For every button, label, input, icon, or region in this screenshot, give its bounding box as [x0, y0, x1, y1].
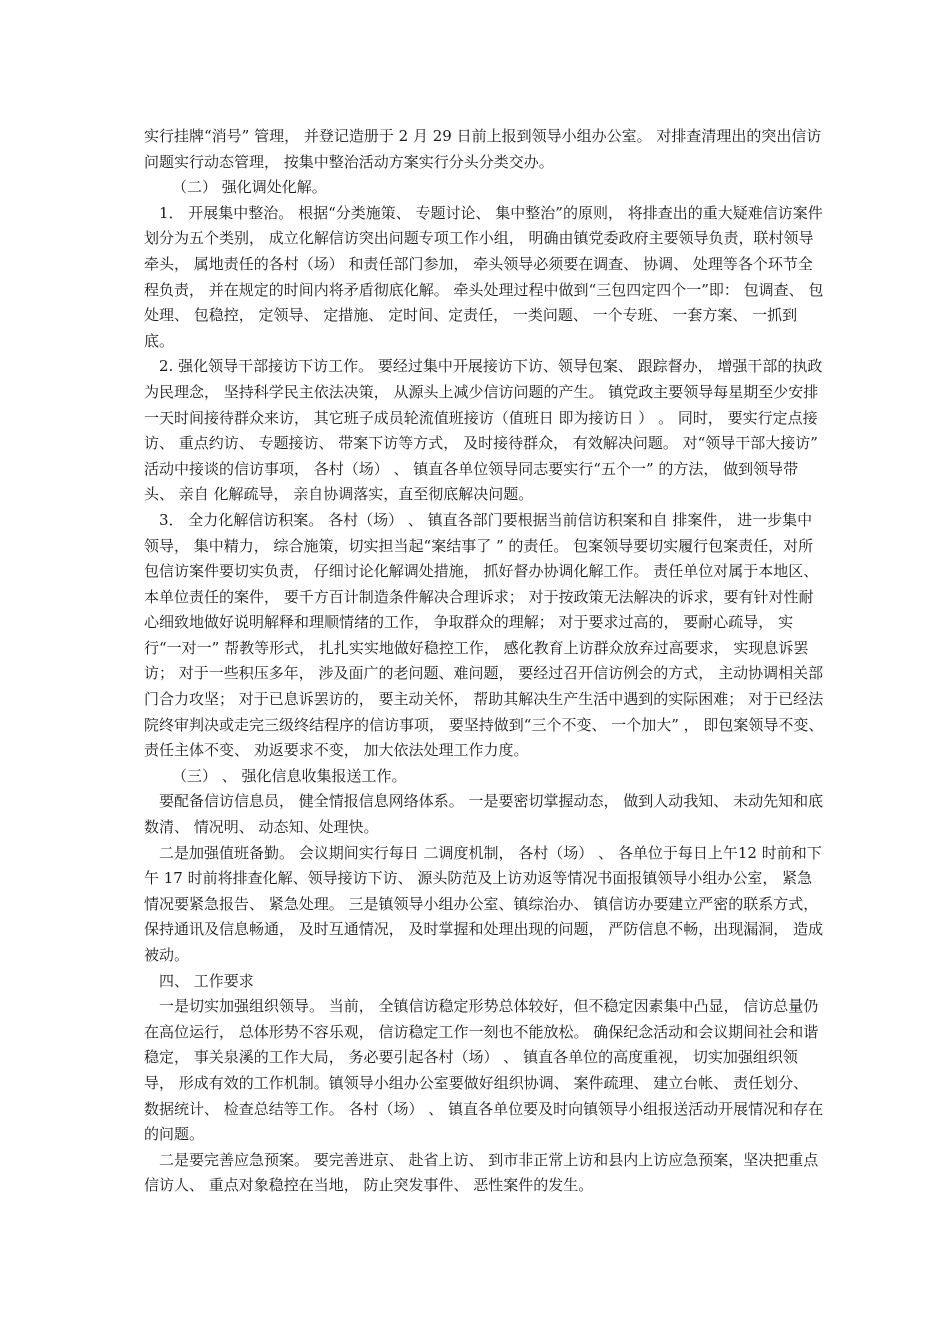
paragraph-leader-reception: 2. 强化领导干部接访下访工作。 要经过集中开展接访下访、领导包案、 跟踪督办， 增强干部的执政为民理念， 坚持科学民主依法决策， 从源头上减少信访问题的产生。 镇党政主要领导每星期至少安排一天时间接待群众来访， 其它班子成员轮流值班接访（值班日 即为接访日 ） 。 同时， 要实行定点接访、 重点约访、 专题接访、 带案下访等方式， 及时接待群众， 有效解决问题。 对“领导干部大接访” 活动中接谈的信访事项， 各村（场） 、 镇直各单位领导同志要实行“五个一” 的方法， 做到领导带头、 亲自 化解疏导， 亲自协调落实，直至彻底解决问题。 [144, 357, 823, 504]
paragraph-registration: 实行挂牌“消号” 管理， 并登记造册于 2 月 29 日前上报到领导小组办公室。 对排查清理出的突出信访问题实行动态管理， 按集中整治活动方案实行分头分类交办。 [144, 127, 822, 171]
paragraph-concentrated-rectification: 1． 开展集中整治。 根据“分类施策、 专题讨论、 集中整治”的原则， 将排查出的重大疑难信访案件划分为五个类别， 成立化解信访突出问题专项工作小组， 明确由镇党委政府主要领导负责，联村领导牵头， 属地责任的各村（场） 和责任部门参加， 牵头领导必须要在调查、 协调、 处理等各个环节全程负责， 并在规定的时间内将矛盾彻底化解。 牵头处理过程中做到“三包四定四个一”即： 包调查、 包处理、 包稳控， 定领导、 定措施、 定时间、定责任， 一类问题、 一个专班、 一套方案、 一抓到底。 [144, 203, 824, 350]
paragraph-backlog-resolution: 3． 全力化解信访积案。 各村（场） 、 镇直各部门要根据当前信访积案和自 排案件， 进一步集中领导， 集中精力， 综合施策，切实担当起“案结事了 ” 的责任。 包案领导要切实履行包案责任，对所包信访案件要切实负责， 仔细讨论化解调处措施， 抓好督办协调化解工作。 责任单位对属于本地区、 本单位责任的案件， 要千方百计制造条件解决合理诉求； 对于按政策无法解决的诉求，要有针对性耐心细致地做好说明解释和理顺情绪的工作， 争取群众的理解； 对于要求过高的， 要耐心疏导， 实行“一对一” 帮教等形式， 扎扎实实地做好稳控工作， 感化教育上访群众放弃过高要求， 实现息诉罢访； 对于一些积压多年， 涉及面广的老问题、难问题， 要经过召开信访例会的方式， 主动协调相关部门合力攻坚； 对于已息诉罢访的， 要主动关怀， 帮助其解决生产生活中遇到的实际困难； 对于已经法院终审判决或走完三级终结程序的信访事项， 要坚持做到“三个不变、 一个加大” ， 即包案领导不变、责任主体不变、 劝返要求不变， 加大依法处理工作力度。 [144, 510, 824, 760]
section-heading-requirements: 四、 工作要求 [159, 971, 254, 990]
section-heading-information: （三） 、 强化信息收集报送工作。 [172, 766, 407, 785]
document-body [144, 124, 824, 1199]
paragraph-duty-standby: 二是加强值班备勤。 会议期间实行每日 二调度机制， 各村（场） 、 各单位于每日上午12 时前和下午 17 时前将排查化解、领导接访下访、 源头防范及上访劝返等情况书面报镇领导小组办公室， 紧急情况要紧急报告、 紧急处理。 三是镇领导小组办公室、镇综治办、 镇信访办要建立严密的联系方式， 保持通讯及信息畅通， 及时互通情况， 及时掌握和处理出现的问题， 严防信息不畅，出现漏洞， 造成被动。 [144, 843, 824, 964]
paragraph-emergency-plan: 二是要完善应急预案。 要完善进京、 赴省上访、 到市非正常上访和县内上访应急预案，坚决把重点信访人、 重点对象稳控在当地， 防止突发事件、 恶性案件的发生。 [144, 1150, 819, 1195]
paragraph-organization-leadership: 一是切实加强组织领导。 当前， 全镇信访稳定形势总体较好，但不稳定因素集中凸显， 信访总量仍在高位运行， 总体形势不容乐观， 信访稳定工作一刻也不能放松。 确保纪念活动和会议期间社会和谐稳定， 事关泉溪的工作大局， 务必要引起各村（场） 、 镇直各单位的高度重视， 切实加强组织领导， 形成有效的工作机制。镇领导小组办公室要做好组织协调、 案件疏理、 建立台帐、 责任划分、 数据统计、 检查总结等工作。 各村（场） 、 镇直各单位要及时向镇领导小组报送活动开展情况和存在的问题。 [144, 997, 824, 1144]
paragraph-information-officer: 要配备信访信息员， 健全情报信息网络体系。 一是要密切掌握动态， 做到人动我知、 未动先知和底数清、 情况明、 动态知、处理快。 [144, 792, 824, 837]
section-heading-mediation: （二） 强化调处化解。 [172, 178, 327, 197]
